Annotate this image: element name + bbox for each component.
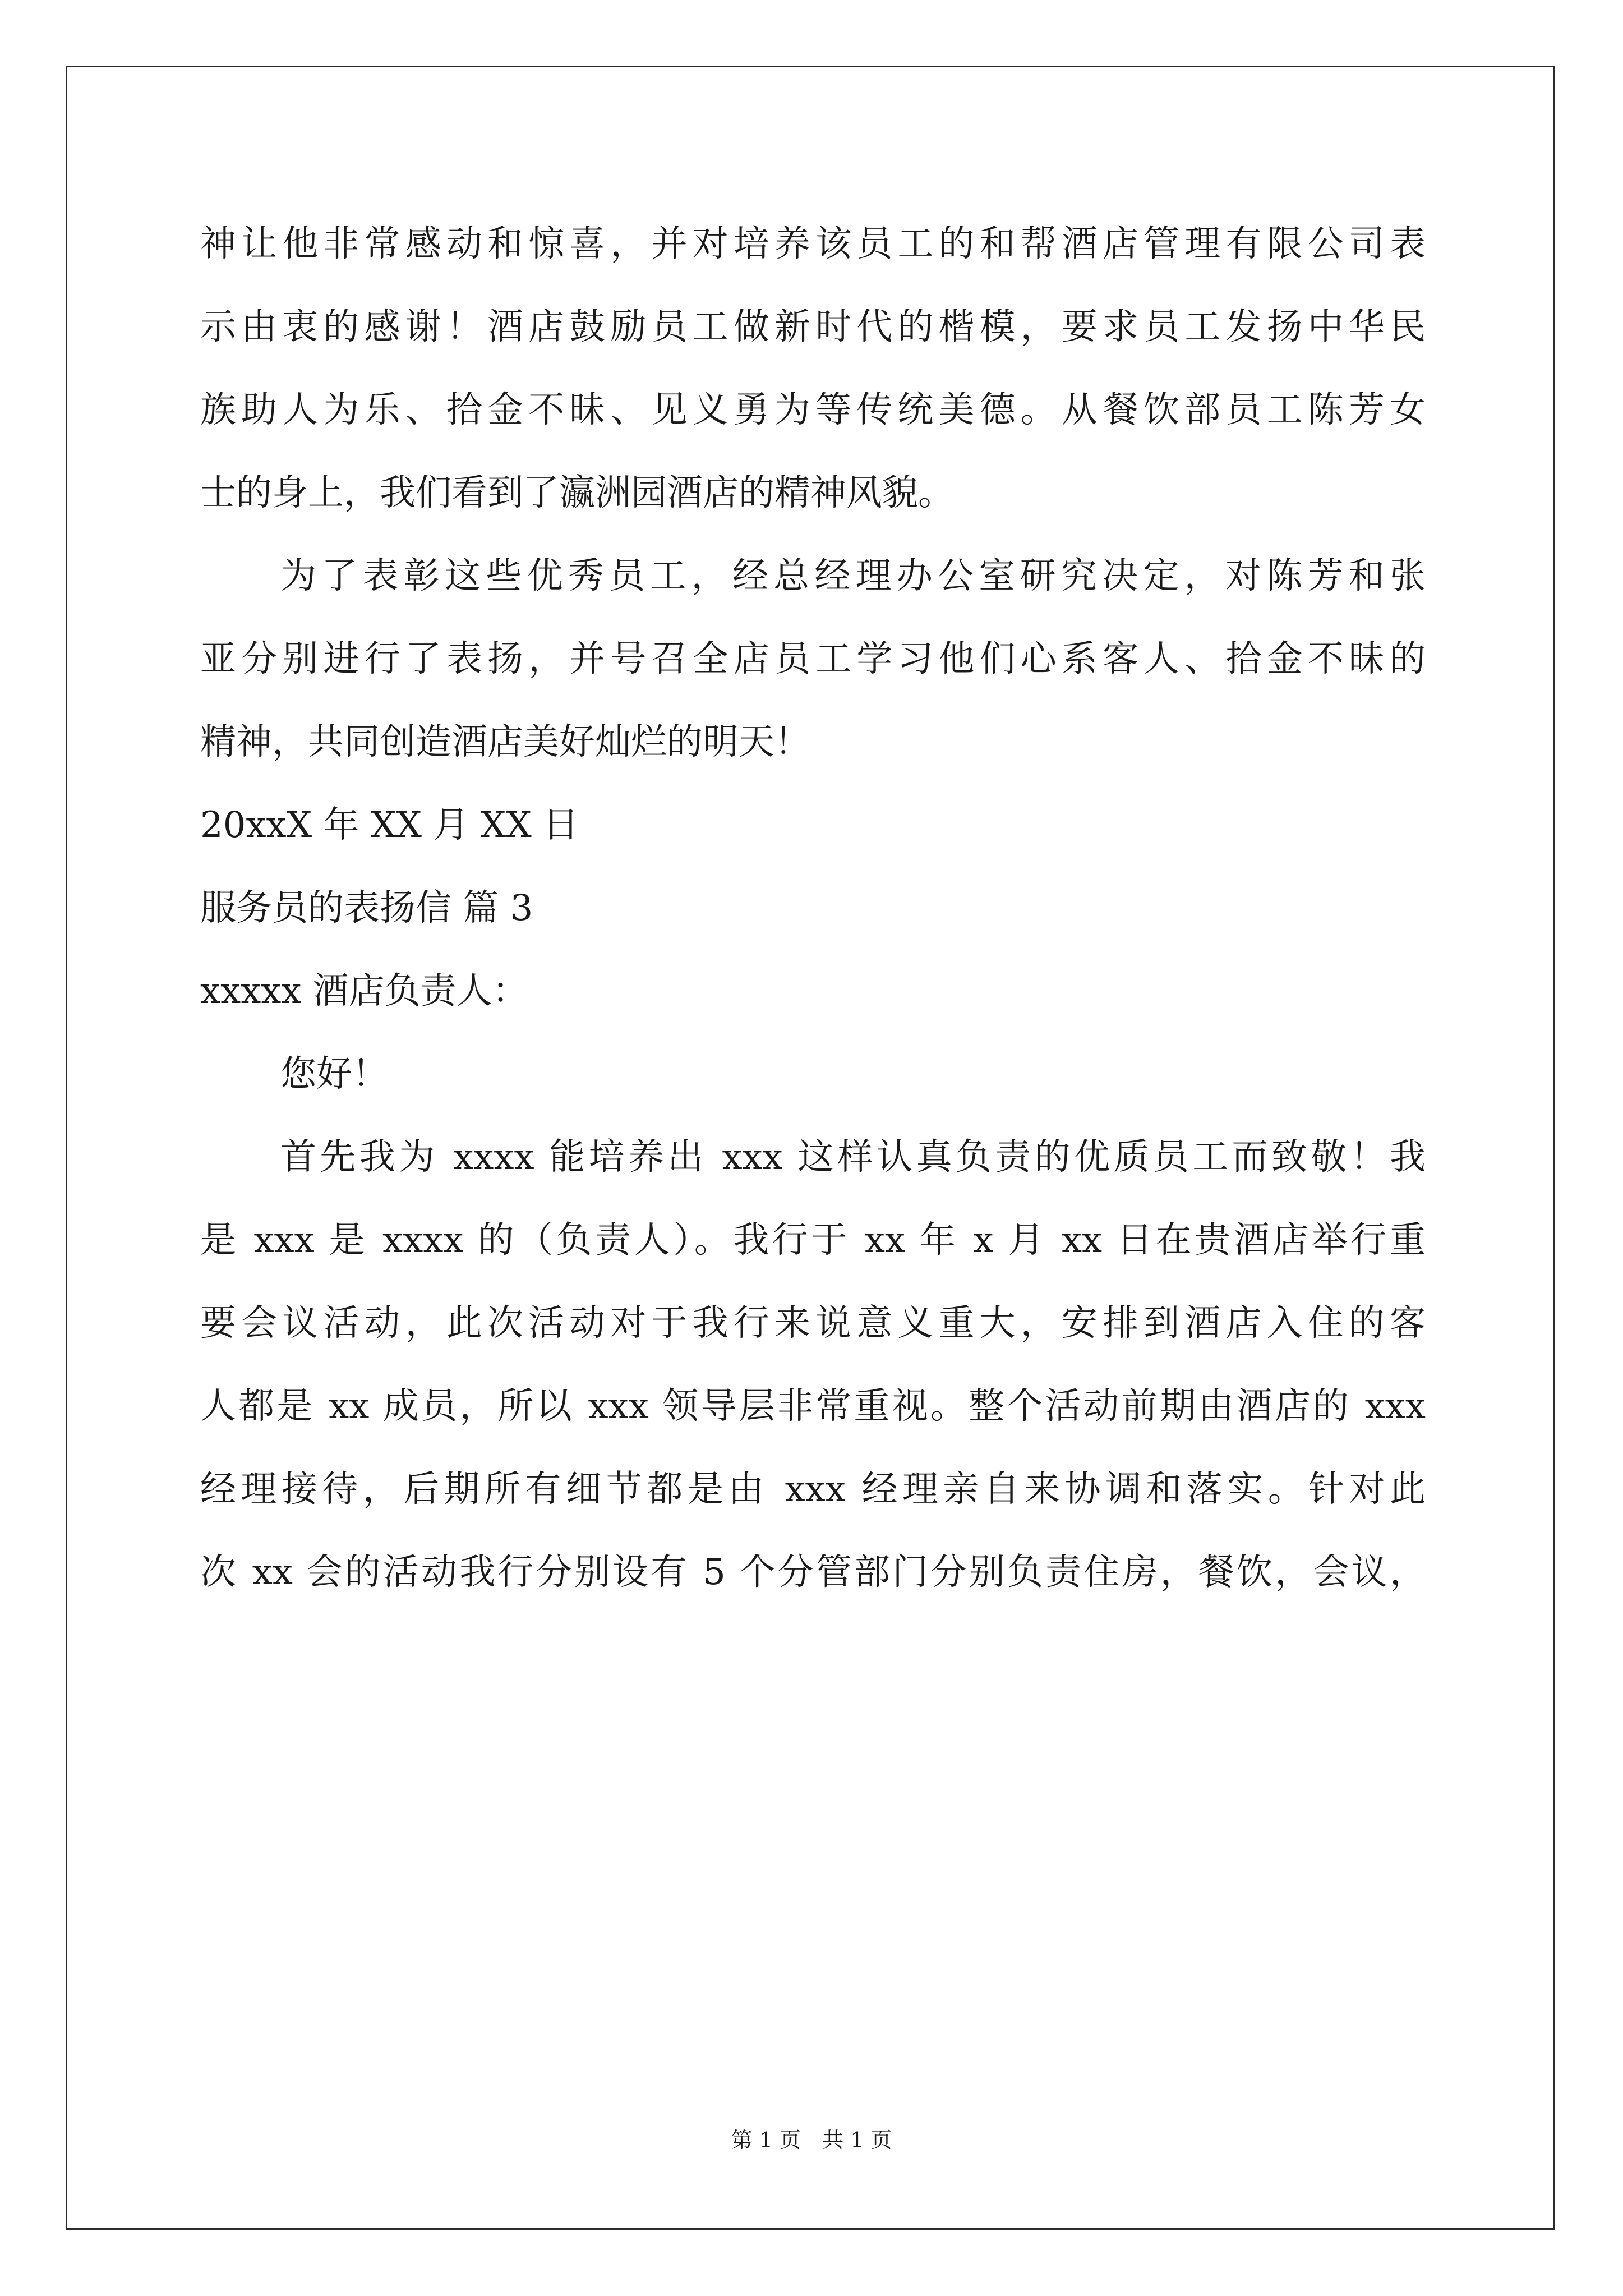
text-line: 是 xxx 是 xxxx 的（负责人）。我行于 xx 年 x 月 xx 日在贵酒店举行重 <box>200 1220 1426 1261</box>
greeting: 您好！ <box>280 1053 388 1095</box>
text-line: 精神，共同创造酒店美好灿烂的明天！ <box>200 721 810 763</box>
date-line: 20xxX 年 XX 月 XX 日 <box>200 804 579 846</box>
text-line: 次 xx 会的活动我行分别设有 5 个分管部门分别负责住房，餐饮，会议， <box>200 1552 1426 1593</box>
text-line: 亚分别进行了表扬，并号召全店员工学习他们心系客人、拾金不昧的 <box>200 638 1426 680</box>
section-heading: 服务员的表扬信 篇 3 <box>200 887 533 929</box>
text-line: 人都是 xx 成员，所以 xxx 领导层非常重视。整个活动前期由酒店的 xxx <box>200 1386 1426 1427</box>
page-footer: 第 1 页 共 1 页 <box>731 2128 892 2152</box>
text-line: 为了表彰这些优秀员工，经总经理办公室研究决定，对陈芳和张 <box>280 555 1426 597</box>
text-line: 经理接待，后期所有细节都是由 xxx 经理亲自来协调和落实。针对此 <box>200 1469 1426 1510</box>
text-line: 族助人为乐、拾金不昧、见义勇为等传统美德。从餐饮部员工陈芳女 <box>200 389 1426 431</box>
text-line: 神让他非常感动和惊喜，并对培养该员工的和帮酒店管理有限公司表 <box>200 223 1426 265</box>
text-line: 示由衷的感谢！酒店鼓励员工做新时代的楷模，要求员工发扬中华民 <box>200 306 1426 348</box>
text-line: 首先我为 xxxx 能培养出 xxx 这样认真负责的优质员工而致敬！我 <box>280 1137 1426 1178</box>
text-line: 要会议活动，此次活动对于我行来说意义重大，安排到酒店入住的客 <box>200 1303 1426 1344</box>
text-line: 士的身上，我们看到了瀛洲园酒店的精神风貌。 <box>200 472 954 514</box>
salutation-recipient: xxxxx 酒店负责人： <box>200 970 528 1012</box>
